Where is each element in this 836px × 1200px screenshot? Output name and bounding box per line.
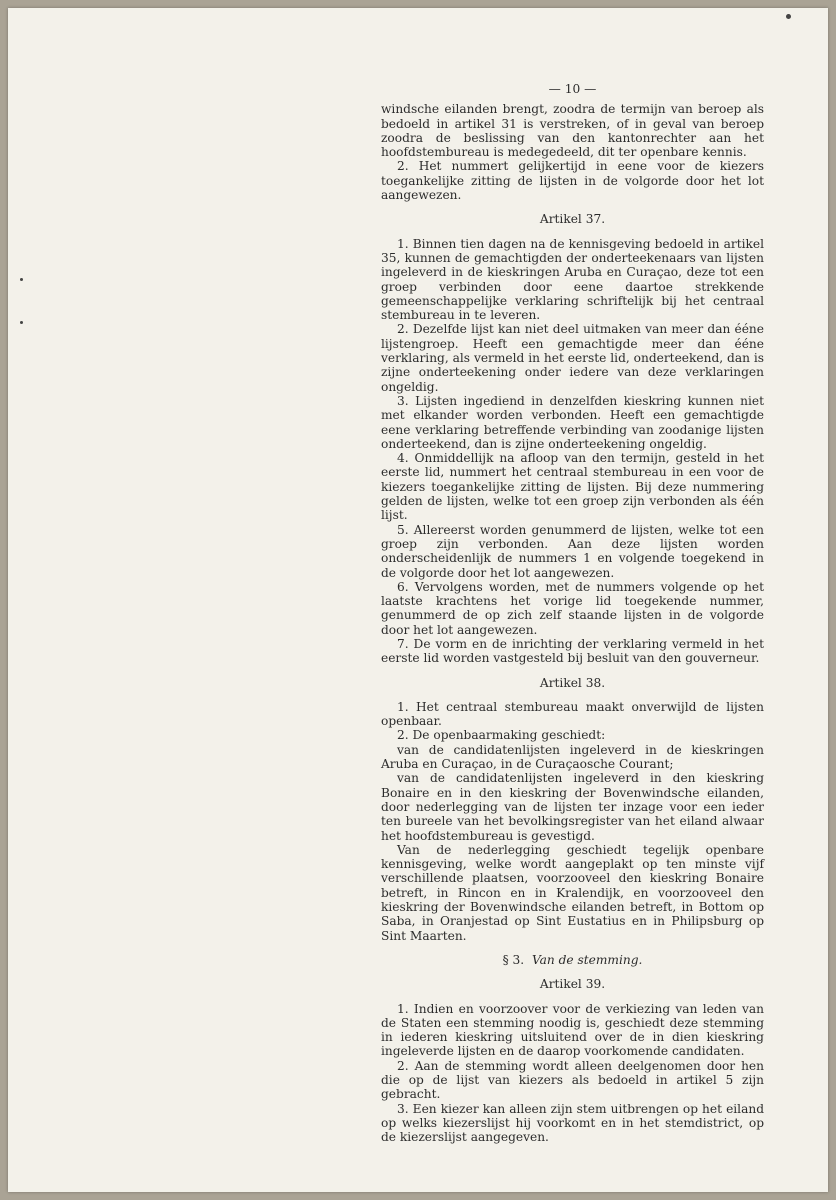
article-paragraph: 1. Binnen tien dagen na de kennisgeving bedoeld in artikel 35, kunnen de gemachtigden der onderteekenaars van lijsten ingeleverd in de kieskringen Aruba en Curaçao, deze tot een groep verbinden door eene daartoe strekkende gemeenschappelijke verklaring schriftelijk bij het centraal stembureau in te leveren.	[381, 236, 764, 323]
article-paragraph: windsche eilanden brengt, zoodra de termijn van beroep als bedoeld in artikel 31 is verstreken, of in geval van beroep zoodra de beslissing van den kantonrechter aan het hoofdstembureau is medegedeeld, dit ter openbare kennis.	[381, 102, 764, 160]
article-paragraph: 1. Indien en voorzoover voor de verkiezing van leden van de Staten een stemming noodig is, geschiedt deze stemming in iederen kieskring uitsluitend over de in dien kieskring ingeleverde lijsten en de daarop voorkomende candidaten.	[381, 1001, 764, 1059]
section-mark: § 3.	[502, 952, 525, 967]
page-number: — 10 —	[548, 82, 597, 96]
article-paragraph: 1. Het centraal stembureau maakt onverwijld de lijsten openbaar.	[381, 699, 764, 729]
article-paragraph: 6. Vervolgens worden, met de nummers volgende op het laatste krachtens het vorige lid toegekende nummer, genummerd de op zich zelf staande lijsten in de volgorde door het lot aangewezen.	[381, 579, 764, 637]
section-title: Van de stemming.	[531, 952, 643, 967]
ink-speck	[20, 321, 23, 324]
article-paragraph: 7. De vorm en de inrichting der verklaring vermeld in het eerste lid worden vastgesteld bij besluit van den gouverneur.	[381, 636, 764, 666]
ink-speck	[786, 14, 791, 19]
section-heading	[381, 953, 764, 967]
article-heading: Artikel 39.	[539, 977, 606, 992]
article-paragraph: 2. De openbaarmaking geschiedt:	[397, 728, 606, 743]
article-paragraph: 2. Aan de stemming wordt alleen deelgenomen door hen die op de lijst van kiezers als bedoeld in artikel 5 zijn gebracht.	[381, 1058, 764, 1102]
article-paragraph: 3. Een kiezer kan alleen zijn stem uitbrengen op het eiland op welks kiezerslijst hij voorkomt en in het stemdistrict, op de kiezerslijst aangegeven.	[381, 1101, 764, 1145]
article-heading: Artikel 38.	[539, 675, 606, 690]
article-paragraph: van de candidatenlijsten ingeleverd in den kieskring Bonaire en in den kieskring der Bovenwindsche eilanden, door nederlegging van de lijsten ter inzage voor een ieder ten bureele van het bevolkingsregister van het eiland alwaar het hoofdstembureau is gevestigd.	[381, 771, 764, 843]
article-paragraph: 2. Dezelfde lijst kan niet deel uitmaken van meer dan ééne lijstengroep. Heeft een gemachtigde meer dan ééne verklaring, als vermeld in het eerste lid, onderteekend, dan is zijne onderteekening onder iedere van deze verklaringen ongeldig.	[381, 322, 764, 394]
article-paragraph: van de candidatenlijsten ingeleverd in de kieskringen Aruba en Curaçao, in de Curaçaosche Courant;	[381, 742, 764, 772]
article-paragraph: 5. Allereerst worden genummerd de lijsten, welke tot een groep zijn verbonden. Aan deze lijsten worden onderscheidenlijk de nummers 1 en volgende toegekend in de volgorde door het lot aangewezen.	[381, 522, 764, 580]
article-paragraph: 4. Onmiddellijk na afloop van den termijn, gesteld in het eerste lid, nummert het centraal stembureau in een voor de kiezers toegankelijke zitting de lijsten. Bij deze nummering gelden de lijsten, welke tot een groep zijn verbonden als één lijst.	[381, 451, 764, 523]
article-heading: Artikel 37.	[539, 212, 606, 227]
article-paragraph: Van de nederlegging geschiedt tegelijk openbare kennisgeving, welke wordt aangeplakt op ten minste vijf verschillende plaatsen, voorzooveel den kieskring Bonaire betreft, in Rincon en in Kralendijk, en voorzooveel den kieskring der Bovenwindsche eilanden betreft, in Bottom op Saba, in Oranjestad op Sint Eustatius en in Philipsburg op Sint Maarten.	[381, 842, 764, 943]
text-column	[381, 82, 764, 1144]
article-paragraph: 2. Het nummert gelijkertijd in eene voor de kiezers toegankelijke zitting de lijsten in de volgorde door het lot aangewezen.	[381, 159, 764, 203]
article-paragraph: 3. Lijsten ingediend in denzelfden kieskring kunnen niet met elkander worden verbonden. Heeft een gemachtigde eene verklaring betreffende verbinding van zoodanige lijsten onderteekend, dan is zijne onderteekening ongeldig.	[381, 393, 764, 451]
ink-speck	[20, 278, 23, 281]
